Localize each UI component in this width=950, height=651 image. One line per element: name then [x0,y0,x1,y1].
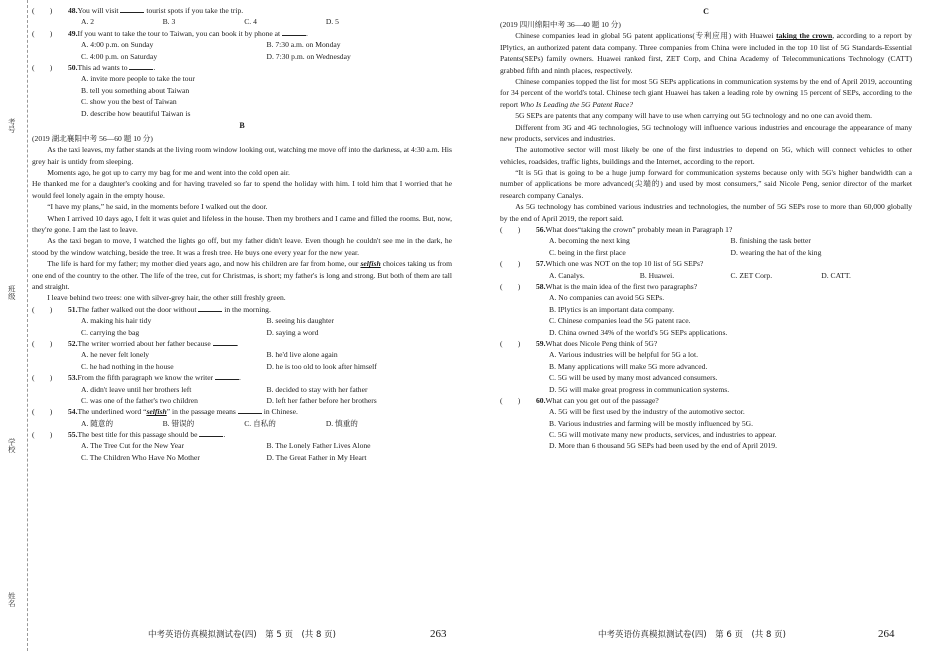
passage-paragraph: “It is 5G that is going to be a huge jump forward for communication systems because only with 5G's higher bandwidth can a number of applications be more advanced(尖端的) and used by most consumers,” said Nicole Peng, senior director of the market research company Canalys. [500,168,912,200]
option-c: C. show you the best of Taiwan [81,97,177,107]
passage-paragraph: The life is hard for my father; my mother died years ago, and now his children are far from home, our selfish choices taking us from one end of the country to the other. The life of the tree, cut for Christmas, is short; my father's is long and strong. But both of them are tall and straight. [32,259,452,291]
option-c: C. 5G will be used by many most advanced consumers. [549,373,718,383]
passage-paragraph: As the taxi began to move, I watched the lights go off, but my father didn't leave. Even though he couldn't see me in the dark, he stood by the window watching, beside the tree. It was a fresh tree. He buys one every year for the new year. [32,236,452,257]
answer-slot[interactable]: ( ) [500,338,521,348]
passage-paragraph: Different from 3G and 4G technologies, 5G technology will influence various industries and encourage the appearance of many new products, services and industries. [500,122,912,143]
answer-slot[interactable]: ( ) [32,6,53,15]
option-d: D. More than 6 thousand 5G SEPs had been used by the end of April 2019. [549,441,777,451]
gutter-label-class: 班级 [7,285,17,300]
page-footer-left: 中考英语仿真模拟测试卷(四) 第 5 页 (共 8 页) [148,630,336,640]
blank-line [213,338,237,346]
answer-slot[interactable]: ( ) [32,62,53,72]
question-number: 50. [68,62,78,72]
option-c: C. ZET Corp. [730,270,773,280]
binding-gutter [0,0,28,651]
option-a: A. invite more people to take the tour [81,74,195,84]
option-a: A. didn't leave until her brothers left [81,384,192,394]
question-60: ( ) 60.What can you get out of the passage? A. 5G will be first used by the industry of the automotive sector. B. Various industries and farming will be mostly influenced by 5G. C. 5G will motivate many new products, services, and industries to appear. D. More than 6 thousand 5G SEPs had been used by the end of April 2019. [500,395,912,452]
question-57: ( ) 57.Which one was NOT on the top 10 list of 5G SEPs? A. Canalys. B. Huawei. C. ZET Corp. D. CATT. [500,258,912,281]
passage-paragraph: Chinese companies topped the list for most 5G SEPs applications in communication systems by the end of April 2019, accounting for 34 percent of the world's total. Chinese tech giant Huawei has taken a leading role by owning 15 percent of SEPs, according to the report Who Is Leading the 5G Patent Race? [500,76,912,109]
option-d: D. 5 [325,17,339,27]
option-c: C. Chinese companies lead the 5G patent race. [549,316,691,326]
source-note-b: (2019 湖北襄阳中考 56—60 题 10 分) [32,133,153,143]
blank-line [120,5,144,13]
underlined-phrase-taking-the-crown: taking the crown [776,31,833,41]
option-b: B. 7:30 a.m. on Monday [266,40,341,50]
option-a: A. 随意的 [81,418,114,428]
option-d: D. 5G will make great progress in communication systems. [549,384,730,394]
page-number-left: 263 [430,628,447,640]
option-d: D. 慎重的 [325,418,358,428]
option-a: A. The Tree Cut for the New Year [81,441,184,451]
answer-slot[interactable]: ( ) [32,28,53,38]
answer-slot[interactable]: ( ) [500,225,521,235]
option-c: C. being in the first place [549,247,626,257]
option-c: C. carrying the bag [81,327,140,337]
passage-b [32,144,452,303]
option-a: A. No companies can avoid 5G SEPs. [549,293,665,303]
question-54: ( ) 54.The underlined word “selfish” in the passage means in Chinese. A. 随意的 B. 错误的 C. 自私的 D. 慎重的 [32,406,452,429]
question-59: ( ) 59.What does Nicole Peng think of 5G? A. Various industries will be helpful for 5G a lot. B. Many applications will make 5G more advanced. C. 5G will be used by many most advanced consumers. D. 5G will make great progress in communication systems. [500,338,912,395]
question-58: ( ) 58.What is the main idea of the first two paragraphs? A. No companies can avoid 5G SEPs. B. IPlytics is an important data company. C. Chinese companies lead the 5G patent race. D. China owned 34% of the world's 5G SEPs applications. [500,281,912,338]
question-53: ( ) 53.From the fifth paragraph we know the writer . A. didn't leave until her brothers left B. decided to stay with her father C. was one of the father's two children D. left her father before her brothers [32,372,452,406]
option-d: D. left her father before her brothers [266,395,377,405]
answer-slot[interactable]: ( ) [32,338,53,348]
passage-paragraph: Moments ago, he got up to carry my bag for me and went into the cold open air. [47,168,290,178]
answer-slot[interactable]: ( ) [32,373,53,383]
option-b: B. Various industries and farming will be mostly influenced by 5G. [549,418,754,428]
underlined-word-selfish: selfish [146,407,167,417]
answer-slot[interactable]: ( ) [500,281,521,291]
option-d: D. wearing the hat of the king [730,247,822,257]
question-49: ( ) 49.If you want to take the tour to Taiwan, you can book it by phone at . A. 4:00 p.m. on Sunday B. 7:30 a.m. on Monday C. 4:00 p.m. on Saturday D. 7:30 p.m. on Wednesday [32,28,452,62]
underlined-word-selfish: selfish [360,259,381,269]
page-footer-right: 中考英语仿真模拟测试卷(四) 第 6 页 (共 8 页) [598,630,786,640]
answer-slot[interactable]: ( ) [500,395,521,405]
option-b: B. Huawei. [639,270,675,280]
question-56: ( ) 56.What does“taking the crown” probably mean in Paragraph 1? A. becoming the next king B. finishing the task better C. being in the first place D. wearing the hat of the king [500,224,912,258]
option-d: D. The Great Father in My Heart [266,452,367,462]
question-number: 60. [536,395,546,405]
option-a: A. 2 [81,17,95,27]
answer-slot[interactable]: ( ) [32,407,53,417]
report-title: Who Is Leading the 5G Patent Race? [520,99,634,109]
option-d: D. 7:30 p.m. on Wednesday [266,51,351,61]
option-d: D. CATT. [821,270,851,280]
blank-line [129,62,153,70]
option-d: D. China owned 34% of the world's 5G SEPs applications. [549,327,728,337]
answer-slot[interactable]: ( ) [32,430,53,440]
answer-slot[interactable]: ( ) [500,259,521,269]
option-a: A. 4:00 p.m. on Sunday [81,40,154,50]
passage-paragraph: As the taxi leaves, my father stands at the living room window looking out, watching me move off into the darkness, at 4:30 a.m. His grey hair is untidy from sleeping. [32,145,452,166]
passage-paragraph: I leave behind two trees: one with silver-grey hair, the other still freshly green. [47,293,286,303]
option-c: C. The Children Who Have No Mother [81,452,200,462]
passage-paragraph: When I arrived 10 days ago, I felt it was quiet and lifeless in the house. Then my brothers and I came and filled the rooms. But, now, they're gone. I am the last to leave. [32,213,452,235]
option-b: B. finishing the task better [730,236,811,246]
question-number: 52. [68,338,78,348]
question-number: 48. [68,6,78,15]
passage-c [500,30,912,224]
blank-line [215,372,239,380]
option-c: C. 4:00 p.m. on Saturday [81,51,158,61]
answer-slot[interactable]: ( ) [32,304,53,314]
question-50: ( ) 50.This ad wants to . A. invite more people to take the tour B. tell you something about Taiwan C. show you the best of Taiwan D. describe how beautiful Taiwan is [32,62,452,119]
source-note-c: (2019 四川绵阳中考 36—40 题 10 分) [500,20,621,29]
option-a: A. becoming the next king [549,236,630,246]
passage-paragraph: Chinese companies lead in global 5G patent applications(专利应用) with Huawei taking the crown, according to a report by IPlytics, an authorized patent data company. Three companies from China were included in the top 10 list of 5G Standards-Essential Patents(SEPs) family owners. Huawei ranked first, ZET Corp, and China Academy of Telecommunications Technology (CATT) grabbed fifth and ninth places, respectively. [500,31,912,75]
page-number-right: 264 [878,628,895,640]
passage-paragraph: The automotive sector will most likely be one of the first industries to depend on 5G, which will connect vehicles to other vehicles, roadsides, traffic lights, buildings and the Internet, according to the report. [500,145,912,166]
passage-paragraph: As 5G technology has combined various industries and technologies, the number of 5G SEPs rose to more than 60,000 globally by the end of April 2019, the report said. [500,202,912,223]
section-heading-b: B [239,120,245,130]
question-number: 55. [68,430,78,440]
option-a: A. Various industries will be helpful for 5G a lot. [549,350,698,360]
option-d: D. he is too old to look after himself [266,361,377,371]
section-heading-c: C [703,7,709,16]
option-c: C. he had nothing in the house [81,361,174,371]
question-number: 57. [536,259,546,269]
option-b: B. IPlytics is an important data company. [549,304,675,314]
question-52: ( ) 52.The writer worried about her father because . A. he never felt lonely B. he'd live alone again C. he had nothing in the house D. he is too old to look after himself [32,338,452,372]
question-number: 49. [68,28,78,38]
question-55: ( ) 55.The best title for this passage should be . A. The Tree Cut for the New Year B. The Lonely Father Lives Alone C. The Children Who Have No Mother D. The Great Father in My Heart [32,429,452,463]
gutter-label-exam-number: 考号 [7,118,17,133]
option-c: C. 5G will motivate many new products, services, and industries to appear. [549,430,777,440]
blank-line [282,28,306,36]
option-a: A. 5G will be first used by the industry of the automotive sector. [549,407,745,417]
option-b: B. seeing his daughter [266,316,334,326]
question-number: 58. [536,281,546,291]
option-c: C. 4 [244,17,257,27]
right-column [500,5,912,452]
option-a: A. making his hair tidy [81,316,152,326]
left-column [32,5,452,463]
question-number: 54. [68,407,78,417]
option-b: B. tell you something about Taiwan [81,85,190,95]
option-c: C. was one of the father's two children [81,395,198,405]
option-a: A. Canalys. [549,270,585,280]
question-number: 59. [536,338,546,348]
question-48: ( ) 48.You will visit tourist spots if you take the trip. A. 2 B. 3 C. 4 D. 5 [32,5,452,28]
option-c: C. 自私的 [244,418,276,428]
question-number: 56. [536,225,546,235]
blank-line [238,406,262,414]
blank-line [199,429,223,437]
passage-paragraph: He thanked me for a daughter's cooking and for having traveled so far to spend the holiday with him. I told him that I worried that he would feel lonely again in the empty house. [32,179,452,200]
passage-paragraph: 5G SEPs are patents that any company will have to use when carrying out 5G technology and no one can avoid them. [515,111,873,121]
question-number: 51. [68,304,78,314]
option-b: B. 错误的 [162,418,195,428]
option-b: B. he'd live alone again [266,350,338,360]
option-b: B. The Lonely Father Lives Alone [266,441,371,451]
option-b: B. 3 [162,17,176,27]
question-51: ( ) 51.The father walked out the door without in the morning. A. making his hair tidy B. seeing his daughter C. carrying the bag D. saying a word [32,304,452,338]
option-b: B. Many applications will make 5G more advanced. [549,361,708,371]
question-number: 53. [68,373,78,383]
option-d: D. saying a word [266,327,319,337]
option-d: D. describe how beautiful Taiwan is [81,108,191,118]
binding-line [27,0,28,651]
gutter-label-name: 姓名 [7,592,17,607]
passage-paragraph: “I have my plans,” he said, in the moments before I walked out the door. [47,202,268,212]
option-b: B. decided to stay with her father [266,384,368,394]
blank-line [198,304,222,312]
option-a: A. he never felt lonely [81,350,150,360]
gutter-label-school: 学校 [7,438,17,453]
